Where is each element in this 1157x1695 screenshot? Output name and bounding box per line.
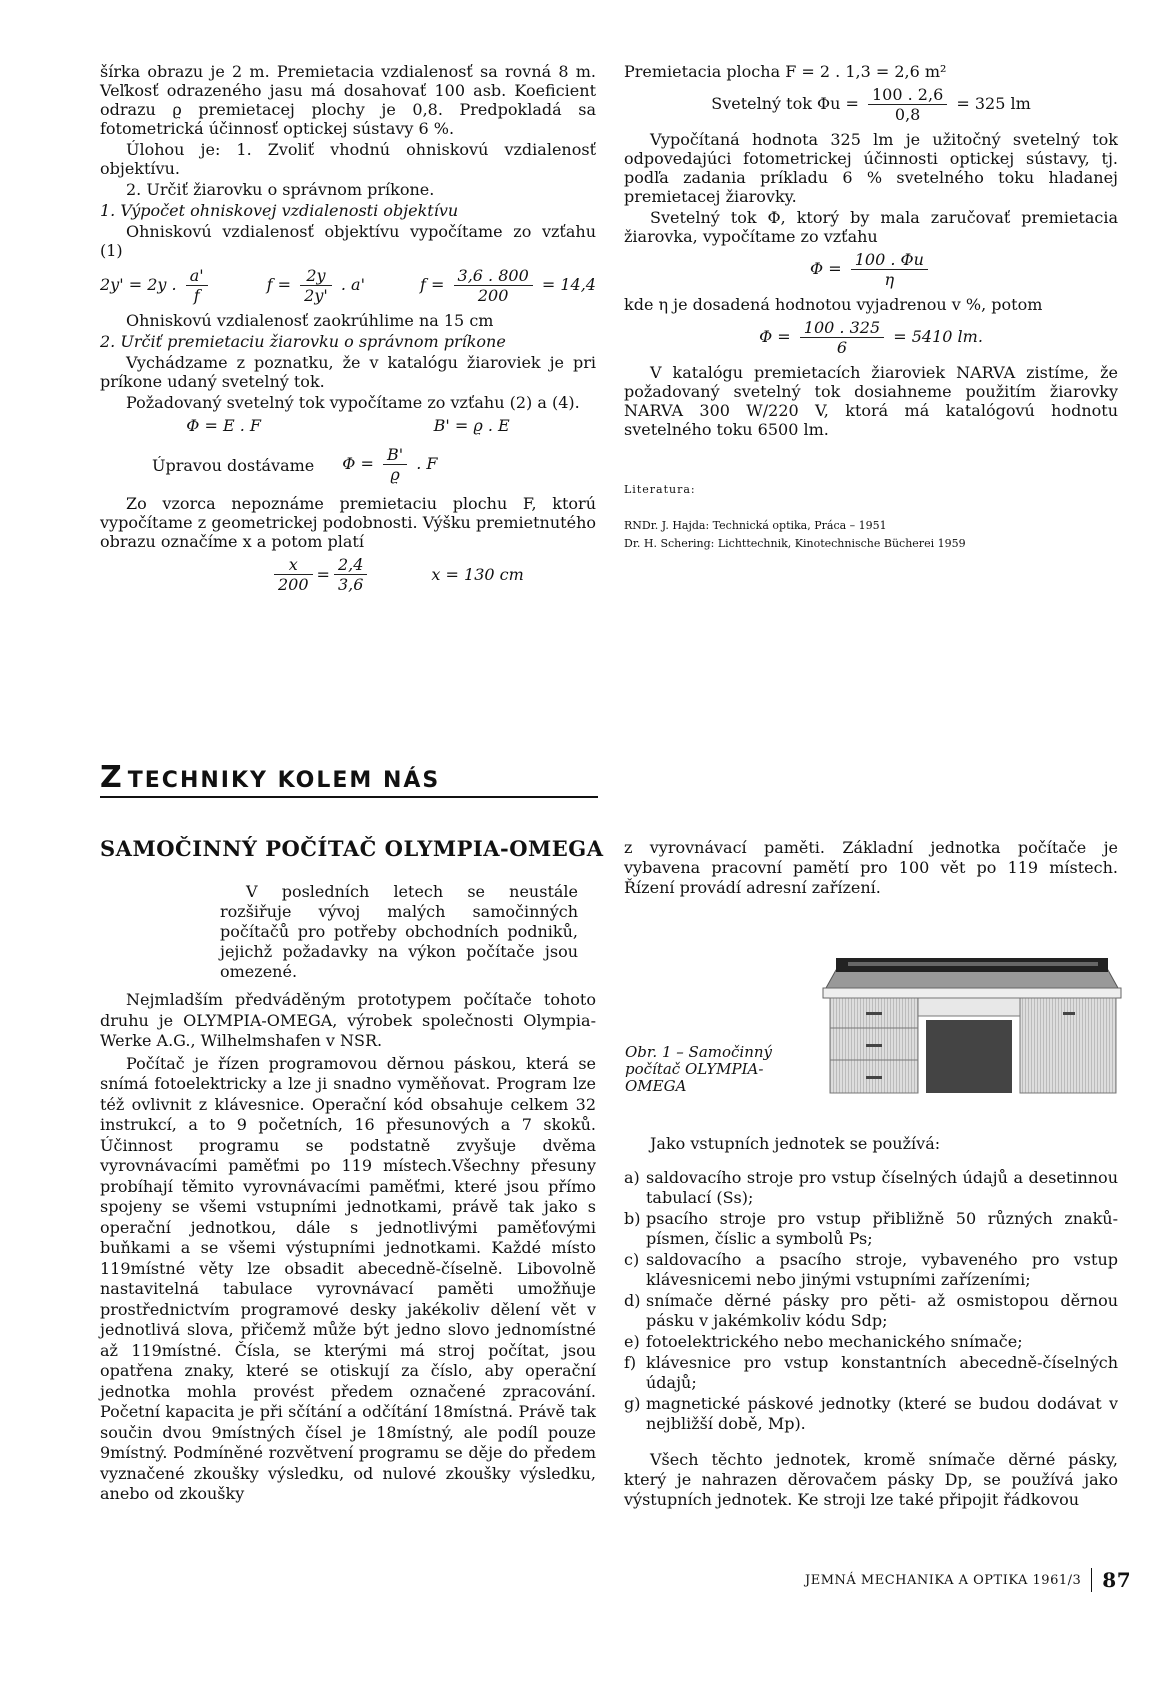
input-units-list (624, 1168, 1118, 1434)
paragraph: V katalógu premietacích žiaroviek NARVA zistíme, že požadovaný svetelný tok dosiahneme použitím žiarovky NARVA 300 W/220 V, ktorá má katalógovú hodnotu svetelného toku 6500 lm. (624, 363, 1118, 439)
literature-item: RNDr. J. Hajda: Technická optika, Práca – 1951 (624, 519, 887, 532)
journal-name: JEMNÁ MECHANIKA A OPTIKA 1961/3 (805, 1572, 1082, 1588)
article-abstract: V posledních letech se neustále rozšiřuje vývoj malých samočinných počítačů pro potřeby obchodních podniků, jejichž požadavky na výkon počítače jsou omezené. (220, 882, 578, 981)
paragraph: 2. Určiť žiarovku o správnom príkone. (126, 180, 435, 199)
equation-row-4: $\frac{x}{200}$ = $\frac{2,4}{3,6}$ x = 130 cm (100, 555, 596, 594)
paragraph: Všech těchto jednotek, kromě snímače děrné pásky, který je nahrazen děrovačem pásky Dp, se používá jako výstupních jednotek. Ke stroji lze také připojit řádkovou (624, 1450, 1118, 1509)
article-right-column (624, 1134, 1118, 1512)
equation-row-3 (100, 441, 596, 490)
list-item: g) magnetické páskové jednotky (které se budou dodávat v nejbližší době, Mp). (624, 1394, 1118, 1433)
list-intro: Jako vstupních jednotek se používá: (650, 1134, 941, 1153)
literature (624, 483, 1118, 551)
paragraph: Úpravou dostávame (152, 456, 315, 475)
subheading: 1. Výpočet ohniskovej vzdialenosti objektívu (100, 201, 459, 220)
list-item: b) psacího stroje pro vstup přibližně 50 různých znaků-písmen, číslic a symbolů Ps; (624, 1209, 1118, 1248)
article-title: SAMOČINNÝ POČÍTAČ OLYMPIA-OMEGA (100, 836, 604, 861)
equation: Φ = $\frac{100 . \Phi u}{\eta}$ (624, 250, 1118, 289)
article-right-intro (624, 838, 1118, 900)
paragraph: Úlohou je: 1. Zvoliť vhodnú ohniskovú vzdialenosť objektívu. (100, 140, 596, 178)
paragraph: Počítač je řízen programovou děrnou páskou, která se snímá fotoelektricky a lze ji snadno vyměňovat. Program lze též ovlivnit z klávesnice. Operační kód obsahuje celkem 32 instrukcí, a to 9 početních, 16 přesunových a 7 skoků. Účinnost programu se podstatně zvyšuje dvěma vyrovnávacími paměťmi po 119 místech.Všechny přesuny probíhají těmito vyrovnávacími paměťmi, které jsou přímo spojeny se všemi vstupními jednotkami, právě tak jako s operační jednotkou, dále s jednotlivými paměťovými buňkami a se všemi výstupními jednotkami. Každé místo 119místné věty lze obsadit abecedně-číselně. Libovolně nastavitelná tabulace vyrovnávací paměti umožňuje prostřednictvím programové desky jakékoliv dělení vět v jednotlivá slova, přičemž může být jedno slovo jednomístné až 119místné. Čísla, se kterými má stroj počítat, jsou opatřena znaky, které se otiskují za číslo, aby operační jednotka mohla provést předem označené zpracování. Početní kapacita je při sčítání a odčítání 18místná. Právě tak součin dvou 9místných čísel je 18místný, ale podíl pouze 9místný. Podmíněné rozvětvení programu se děje do předem vyznačené zkoušky výsledku, od nulové zkoušky výsledku, anebo od zkoušky (100, 1053, 596, 1503)
paragraph: Premietacia plocha F = 2 . 1,3 = 2,6 m² (624, 62, 947, 81)
section-rule (100, 796, 598, 798)
equation-row-2 (100, 416, 596, 435)
literature-item: Dr. H. Schering: Lichttechnik, Kinotechnische Bücherei 1959 (624, 537, 966, 550)
subheading: 2. Určiť premietaciu žiarovku o správnom príkone (100, 332, 506, 351)
paragraph: Požadovaný svetelný tok vypočítame zo vzťahu (2) a (4). (126, 393, 580, 412)
equation: f = $\frac{2y}{2y'}$ . a' (266, 266, 365, 305)
equation: Φ = $\frac{B'}{ϱ}$ . F (342, 445, 438, 484)
paragraph: šírka obrazu je 2 m. Premietacia vzdialenosť sa rovná 8 m. Veľkosť odrazeného jasu má dosahovať 100 asb. Koeficient odrazu ϱ premietacej plochy je 0,8. Predpokladá sa fotometrická účinnosť optickej sústavy 6 %. (100, 62, 596, 138)
list-item: d) snímače děrné pásky pro pěti- až osmistopou děrnou pásku v jakémkoliv kódu Sdp; (624, 1291, 1118, 1330)
paragraph: Vychádzame z poznatku, že v katalógu žiaroviek je pri príkone udaný svetelný tok. (100, 353, 596, 391)
paragraph: Ohniskovú vzdialenosť zaokrúhlime na 15 cm (126, 311, 494, 330)
literature-title: Literatura: (624, 483, 696, 496)
equation: Φ = E . F (186, 416, 262, 435)
equation-row-1 (100, 266, 596, 305)
paragraph: Zo vzorca nepoznáme premietaciu plochu F, ktorú vypočítame z geometrickej podobnosti. Výšku premietnutého obrazu označíme x a potom platí (100, 494, 596, 551)
equation: Φ = $\frac{100 . 325}{6}$ = 5410 lm. (759, 318, 983, 357)
paragraph: Svetelný tok Φ, ktorý by mala zaručovať premietacia žiarovka, vypočítame zo vzťahu (624, 208, 1118, 246)
computer-photo (818, 940, 1123, 1095)
list-item: f) klávesnice pro vstup konstantních abecedně-číselných údajů; (624, 1353, 1118, 1392)
equation: 2y' = 2y . $\frac{a'}{f}$ (100, 266, 212, 305)
page-footer (805, 1568, 1131, 1592)
left-top-column (100, 62, 596, 600)
equation: f = $\frac{3,6 . 800}{200}$ = 14,4 (420, 266, 596, 305)
article-left-column (100, 990, 596, 1507)
right-top-column (624, 62, 1118, 551)
equation: B' = ϱ . E (433, 416, 510, 435)
list-item: a) saldovacího stroje pro vstup číselných údajů a desetinnou tabulací (Ss); (624, 1168, 1118, 1207)
footer-divider (1091, 1568, 1092, 1592)
equation: Svetelný tok Φu = $\frac{100 . 2,6}{0,8}$ = 325 lm (711, 85, 1031, 124)
list-item: c) saldovacího a psacího stroje, vybaveného pro vstup klávesnicemi nebo jinými vstupními zařízeními; (624, 1250, 1118, 1289)
paragraph: z vyrovnávací paměti. Základní jednotka počítače je vybavena pracovní pamětí pro 100 vět po 119 místech. Řízení provádí adresní zařízení. (624, 838, 1118, 897)
section-title: Z TECHNIKY KOLEM NÁS (100, 760, 441, 795)
figure-caption: Obr. 1 – Samočinný počítač OLYMPIA-OMEGA (625, 1043, 773, 1095)
paragraph: Vypočítaná hodnota 325 lm je užitočný svetelný tok odpovedajúci fotometrickej účinnosti optickej sústavy, tj. podľa zadania príkladu 6 % svetelného toku hladanej premietacej žiarovky. (624, 130, 1118, 206)
paragraph: Ohniskovú vzdialenosť objektívu vypočítame zo vzťahu (1) (100, 222, 596, 260)
paragraph: Nejmladším předváděným prototypem počítače tohoto druhu je OLYMPIA-OMEGA, výrobek společnosti Olympia-Werke A.G., Wilhelmshafen v NSR. (100, 990, 596, 1050)
paragraph: kde η je dosadená hodnotou vyjadrenou v %, potom (624, 295, 1043, 314)
page-number: 87 (1102, 1568, 1132, 1592)
list-item: e) fotoelektrického nebo mechanického snímače; (624, 1332, 1023, 1351)
